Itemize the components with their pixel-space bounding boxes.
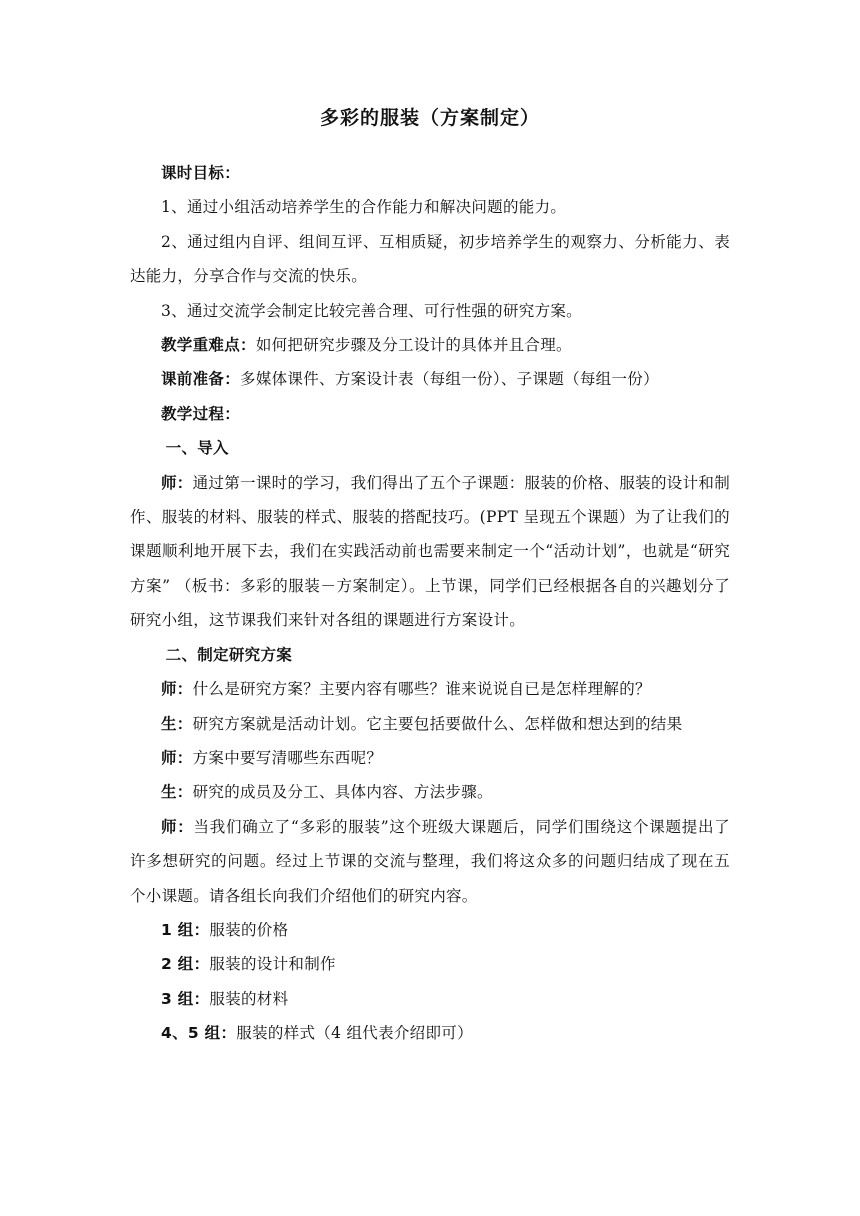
group-topic: 服装的设计和制作 [209,955,336,974]
document-body [130,156,730,1051]
section-heading-plan: 二、制定研究方案 [165,645,293,664]
speaker-label: 师： [161,680,193,699]
speaker-label: 师： [161,817,194,836]
dialogue-line [130,741,730,775]
dialogue-line [130,672,730,706]
group-topic: 服装的样式（4 组代表介绍即可） [236,1024,473,1043]
group-item [130,1016,730,1050]
group-item [130,947,730,981]
group-label: 1 组： [161,920,210,939]
objectives-heading: 课时目标： [161,164,241,182]
dialogue-text: 研究的成员及分工、具体内容、方法步骤。 [192,783,493,802]
group-label: 2 组： [161,955,210,974]
teacher-paragraph [130,466,730,638]
preparation-label: 课前准备： [161,370,241,389]
speaker-label: 师： [161,748,193,767]
dialogue-line [130,775,730,809]
speaker-label: 生： [161,714,193,733]
dialogue-text: 什么是研究方案？主要内容有哪些？谁来说说自已是怎样理解的？ [192,680,651,699]
preparation-text: 多媒体课件、方案设计表（每组一份）、子课题（每组一份） [240,370,659,389]
key-point-text: 如何把研究步骤及分工设计的具体并且合理。 [255,336,572,355]
dialogue-text: 方案中要写清哪些东西呢？ [192,748,383,767]
group-label: 3 组： [161,989,210,1008]
speaker-label: 师： [161,473,193,492]
key-point [130,328,730,362]
objective-item: 1、通过小组活动培养学生的合作能力和解决问题的能力。 [161,198,567,217]
dialogue-text: 研究方案就是活动计划。它主要包括要做什么、怎样做和想达到的结果 [192,714,683,733]
dialogue-line [130,707,730,741]
preparation [130,362,730,396]
section-heading-intro: 一、导入 [165,439,229,458]
group-topic: 服装的材料 [209,989,289,1008]
speaker-label: 生： [161,783,193,802]
objective-item: 2、通过组内自评、组间互评、互相质疑，初步培养学生的观察力、分析能力、表达能力，分享合作与交流的快乐。 [130,232,730,286]
objective-item: 3、通过交流学会制定比较完善合理、可行性强的研究方案。 [161,301,582,320]
dialogue-text: 当我们确立了“多彩的服装”这个班级大课题后，同学们围绕这个课题提出了许多想研究的问题。经过上节课的交流与整理，我们将这众多的问题归结成了现在五个小课题。请各组长向我们介绍他们的研究内容。 [130,817,730,905]
group-label: 4、5 组： [161,1024,237,1043]
dialogue-line [130,810,730,913]
group-topic: 服装的价格 [209,920,289,939]
paragraph-text: 通过第一课时的学习，我们得出了五个子课题：服装的价格、服装的设计和制作、服装的材料、服装的样式、服装的搭配技巧。(PPT 呈现五个课题）为了让我们的课题顺利地开展下去，我们在实践活动前也需要来制定一个“活动计划”，也就是“研究方案” （板书：多彩的服装－方案制定）。上节课，同学们已经根据各自的兴趣划分了研究小组，这节课我们来针对各组的课题进行方案设计。 [130,473,731,630]
document-title: 多彩的服装（方案制定） [319,107,540,129]
key-point-label: 教学重难点： [161,336,256,355]
group-item [130,913,730,947]
group-item [130,982,730,1016]
process-heading: 教学过程： [161,404,241,423]
